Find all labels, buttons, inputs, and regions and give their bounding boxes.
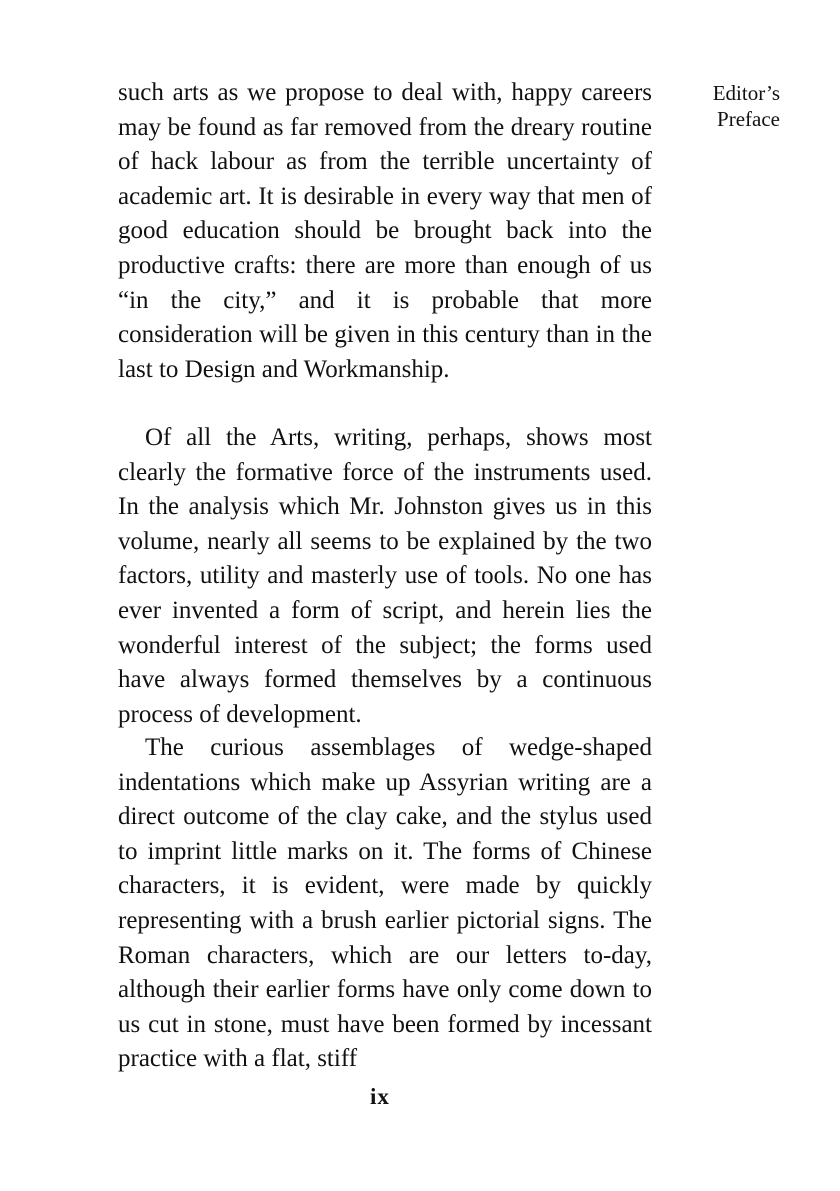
paragraph-1: such arts as we propose to deal with, happy careers may be found as far removed from the dreary routine of hack labour as from the terrible uncertainty of academic art. It is desirable in every way that men of good education should be brought back into the productive crafts: there are more than enough of us “in the city,” and it is probable that more consideration will be given in this century than in the last to Design and Workmanship. <box>118 79 652 383</box>
margin-note-line-2: Preface <box>717 107 780 131</box>
margin-note <box>690 80 780 132</box>
paragraph-2: Of all the Arts, writing, perhaps, shows most clearly the formative force of the instruments used. In the analysis which Mr. Johnston gives us in this volume, nearly all seems to be explained by the two factors, utility and masterly use of tools. No one has ever invented a form of script, and herein lies the wonderful interest of the subject; the forms used have always formed themselves by a continuous process of development. <box>118 424 652 728</box>
paragraph-3: The curious assemblages of wedge-shaped indentations which make up Assyrian writing are a direct outcome of the clay cake, and the stylus used to imprint little marks on it. The forms of Chinese characters, it is evident, were made by quickly representing with a brush earlier pictorial signs. The Roman characters, which are our letters to-day, although their earlier forms have only come down to us cut in stone, must have been formed by incessant practice with a flat, stiff <box>118 734 652 1073</box>
margin-note-line-1: Editor’s <box>712 81 780 105</box>
page-number: ix <box>370 1084 390 1109</box>
